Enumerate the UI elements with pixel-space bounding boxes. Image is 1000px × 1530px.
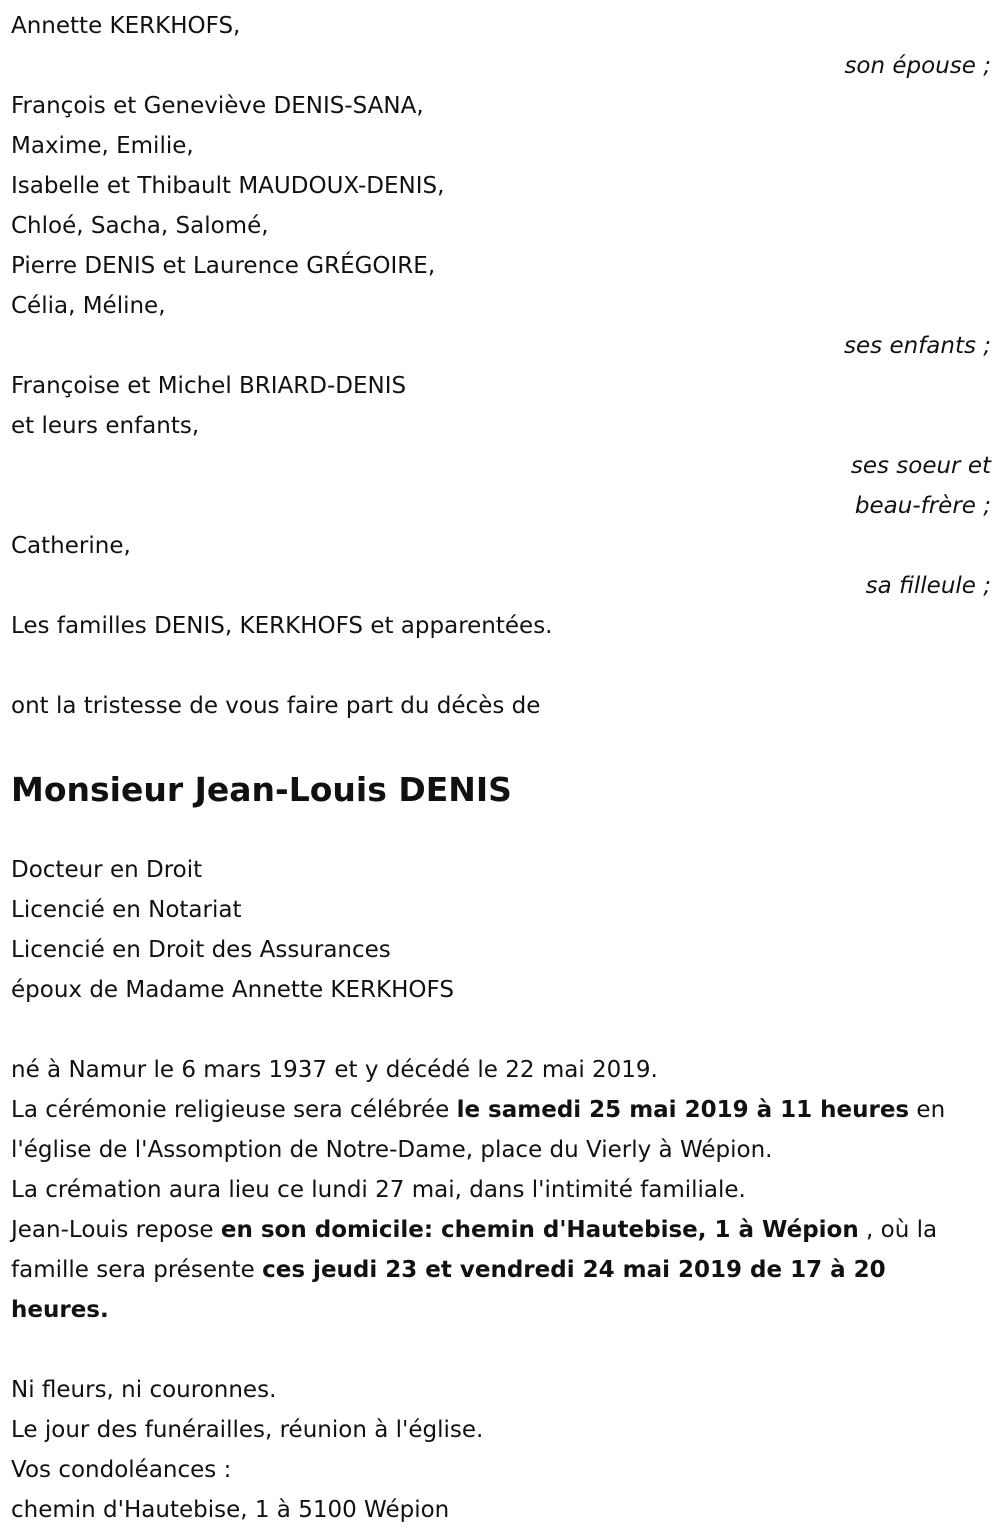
ceremony-location: en l'église de l'Assomption de Notre-Dame, place du Vierly à Wépion. bbox=[11, 1097, 946, 1163]
child-line: Maxime, Emilie, bbox=[11, 133, 194, 159]
visitation-times: ces jeudi 23 et vendredi 24 mai 2019 de 17 à 20 heures. bbox=[11, 1257, 886, 1323]
closing-line: Ni fleurs, ni couronnes. bbox=[11, 1377, 277, 1403]
rest-text: Jean-Louis repose bbox=[11, 1217, 221, 1243]
spouse-name: Annette KERKHOFS, bbox=[11, 13, 241, 39]
birth-death: né à Namur le 6 mars 1937 et y décédé le 22 mai 2019. bbox=[11, 1057, 658, 1083]
closing-line: Le jour des funérailles, réunion à l'église. bbox=[11, 1417, 484, 1443]
sibling-line: et leurs enfants, bbox=[11, 413, 200, 439]
spacer bbox=[11, 1010, 991, 1050]
rest-location: en son domicile: chemin d'Hautebise, 1 à Wépion bbox=[220, 1217, 859, 1243]
spacer bbox=[11, 1330, 991, 1370]
ceremony-paragraph bbox=[11, 1090, 991, 1170]
child-line: Isabelle et Thibault MAUDOUX-DENIS, bbox=[11, 173, 445, 199]
child-line: François et Geneviève DENIS-SANA, bbox=[11, 93, 424, 119]
ceremony-text: La cérémonie religieuse sera célébrée bbox=[11, 1097, 457, 1123]
deceased-title: Licencié en Droit des Assurances bbox=[11, 937, 391, 963]
announcement: ont la tristesse de vous faire part du décès de bbox=[11, 693, 541, 719]
rest-text-mid: , où la famille sera présente bbox=[11, 1217, 938, 1283]
deceased-title: Docteur en Droit bbox=[11, 857, 203, 883]
child-line: Chloé, Sacha, Salomé, bbox=[11, 213, 269, 239]
goddaughter-role: sa filleule ; bbox=[865, 573, 991, 599]
deceased-name: Monsieur Jean-Louis DENIS bbox=[11, 770, 512, 809]
obituary-notice bbox=[11, 6, 991, 1530]
ceremony-date: le samedi 25 mai 2019 à 11 heures bbox=[456, 1097, 910, 1123]
deceased-title: Licencié en Notariat bbox=[11, 897, 242, 923]
spacer bbox=[11, 646, 991, 686]
cremation: La crémation aura lieu ce lundi 27 mai, dans l'intimité familiale. bbox=[11, 1177, 746, 1203]
siblings-role-line2: beau-frère ; bbox=[854, 493, 991, 519]
child-line: Célia, Méline, bbox=[11, 293, 166, 319]
child-line: Pierre DENIS et Laurence GRÉGOIRE, bbox=[11, 253, 436, 279]
siblings-role-line1: ses soeur et bbox=[850, 453, 991, 479]
closing-line: chemin d'Hautebise, 1 à 5100 Wépion bbox=[11, 1497, 450, 1523]
rest-paragraph bbox=[11, 1210, 991, 1330]
sibling-line: Françoise et Michel BRIARD-DENIS bbox=[11, 373, 407, 399]
families-line: Les familles DENIS, KERKHOFS et apparentées. bbox=[11, 613, 553, 639]
closing-line: Vos condoléances : bbox=[11, 1457, 232, 1483]
goddaughter-name: Catherine, bbox=[11, 533, 131, 559]
deceased-title: époux de Madame Annette KERKHOFS bbox=[11, 977, 454, 1003]
children-role: ses enfants ; bbox=[844, 333, 991, 359]
spouse-role: son épouse ; bbox=[844, 53, 991, 79]
